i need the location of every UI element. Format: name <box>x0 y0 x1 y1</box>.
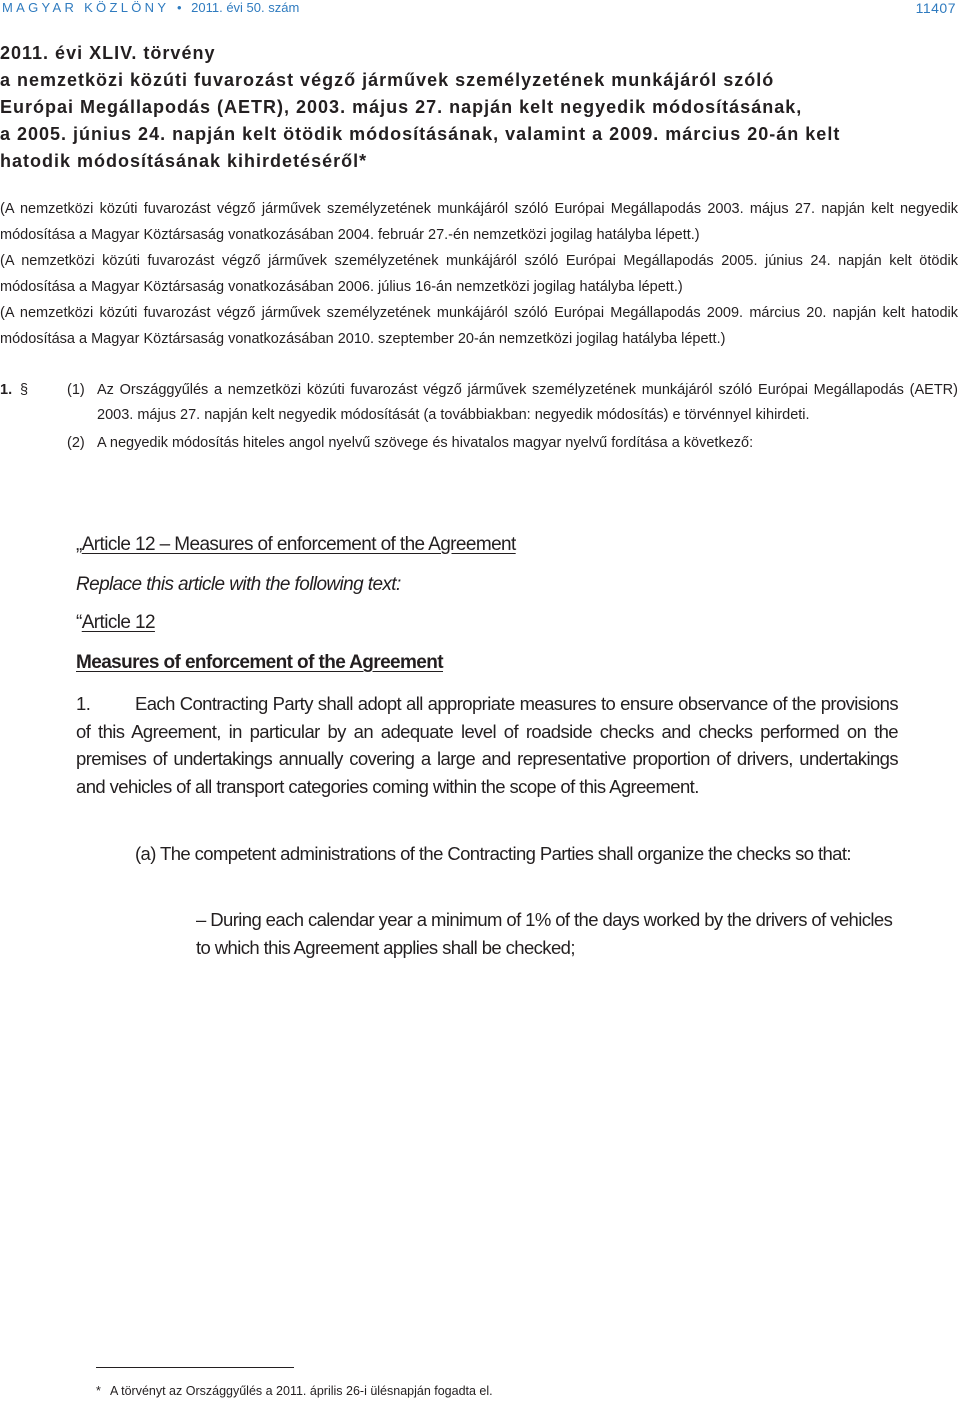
paragraph-1 <box>0 378 958 428</box>
act-title-line: a 2005. június 24. napján kelt ötödik módosításának, valamint a 2009. március 20-án kelt <box>0 124 841 144</box>
point-text: Each Contracting Party shall adopt all appropriate measures to ensure observance of the provisions of this Agreement, in particular by an adequate level of roadside checks and checks performed on the premises of undertakings annually covering a large and representative proportion of drivers, undertakings and vehicles of all transport categories coming within the scope of this Agreement. <box>76 693 898 797</box>
act-title-line: hatodik módosításának kihirdetéséről* <box>0 151 368 171</box>
point-a-text: (a) The competent administrations of the Contracting Parties shall organize the checks so that: <box>135 843 851 864</box>
opening-quote: „ <box>76 534 82 555</box>
english-article-title <box>76 534 898 556</box>
footnote-text: A törvényt az Országgyűlés a 2011. április 26-i ülésnapján fogadta el. <box>110 1384 493 1398</box>
english-instruction: Replace this article with the following text: <box>76 574 401 595</box>
section-sign: § <box>20 382 29 398</box>
article-quote: “ <box>76 612 82 633</box>
english-point-a <box>76 840 898 868</box>
bullet-separator: • <box>176 0 182 15</box>
dash-item-text: During each calendar year a minimum of 1% of the days worked by the drivers of vehicles to which this Agreement applies shall be checked; <box>196 909 893 958</box>
footnote <box>96 1383 493 1399</box>
act-title-line: 2011. évi XLIV. törvény <box>0 43 216 63</box>
article-label: Article 12 <box>81 612 155 633</box>
point-number: 1. <box>76 693 91 714</box>
note-fifth-amendment: (A nemzetközi közúti fuvarozást végző járművek személyzetének munkájáról szóló Európai Megállapodás 2005. június 24. napján kelt ötödik módosítása a Magyar Köztársaság vonatkozásában 2006. július 16-án nemzetközi jogilag hatályba lépett.) <box>0 253 958 295</box>
entry-into-force-notes <box>0 196 958 352</box>
dash-mark: – <box>196 909 206 930</box>
page-number: 11407 <box>915 0 956 16</box>
paragraph-2 <box>0 431 958 456</box>
english-heading: Measures of enforcement of the Agreement <box>76 652 443 673</box>
act-title-line: a nemzetközi közúti fuvarozást végző járművek személyzetének munkájáról szóló <box>0 70 775 90</box>
note-fourth-amendment: (A nemzetközi közúti fuvarozást végző járművek személyzetének munkájáról szóló Európai Megállapodás 2003. május 27. napján kelt negyedik módosítása a Magyar Köztársaság vonatkozásában 2004. február 27.-én nemzetközi jogilag hatályba lépett.) <box>0 201 958 243</box>
publication-name: MAGYAR KÖZLÖNY <box>2 0 170 15</box>
english-article-number <box>76 612 898 634</box>
running-header <box>2 0 960 16</box>
english-title-text: Article 12 – Measures of enforcement of the Agreement <box>81 534 516 555</box>
section-1 <box>0 378 958 456</box>
english-point-1 <box>76 690 898 800</box>
paragraph-text: Az Országgyűlés a nemzetközi közúti fuvarozást végző járművek személyzetének munkájáról szóló Európai Megállapodás (AETR) 2003. május 27. napján kelt negyedik módosítását (a továbbiakban: negyedik módosítás) e törvénnyel kihirdeti. <box>97 382 958 423</box>
act-title <box>0 40 960 175</box>
section-number: 1. <box>0 382 13 398</box>
paragraph-number: (2) <box>67 435 85 451</box>
note-sixth-amendment: (A nemzetközi közúti fuvarozást végző járművek személyzetének munkájáról szóló Európai Megállapodás 2009. március 20. napján kelt hatodik módosítása a Magyar Köztársaság vonatkozásában 2010. szeptember 20-án nemzetközi jogilag hatályba lépett.) <box>0 305 958 347</box>
paragraph-text: A negyedik módosítás hiteles angol nyelvű szövege és hivatalos magyar nyelvű fordítása a következő: <box>97 435 754 451</box>
act-title-line: Európai Megállapodás (AETR), 2003. május 27. napján kelt negyedik módosításának, <box>0 97 803 117</box>
paragraph-number: (1) <box>67 382 85 398</box>
footnote-rule <box>96 1367 294 1368</box>
issue-number: 2011. évi 50. szám <box>191 0 300 15</box>
footnote-mark: * <box>96 1384 101 1398</box>
english-dash-item <box>196 906 900 961</box>
